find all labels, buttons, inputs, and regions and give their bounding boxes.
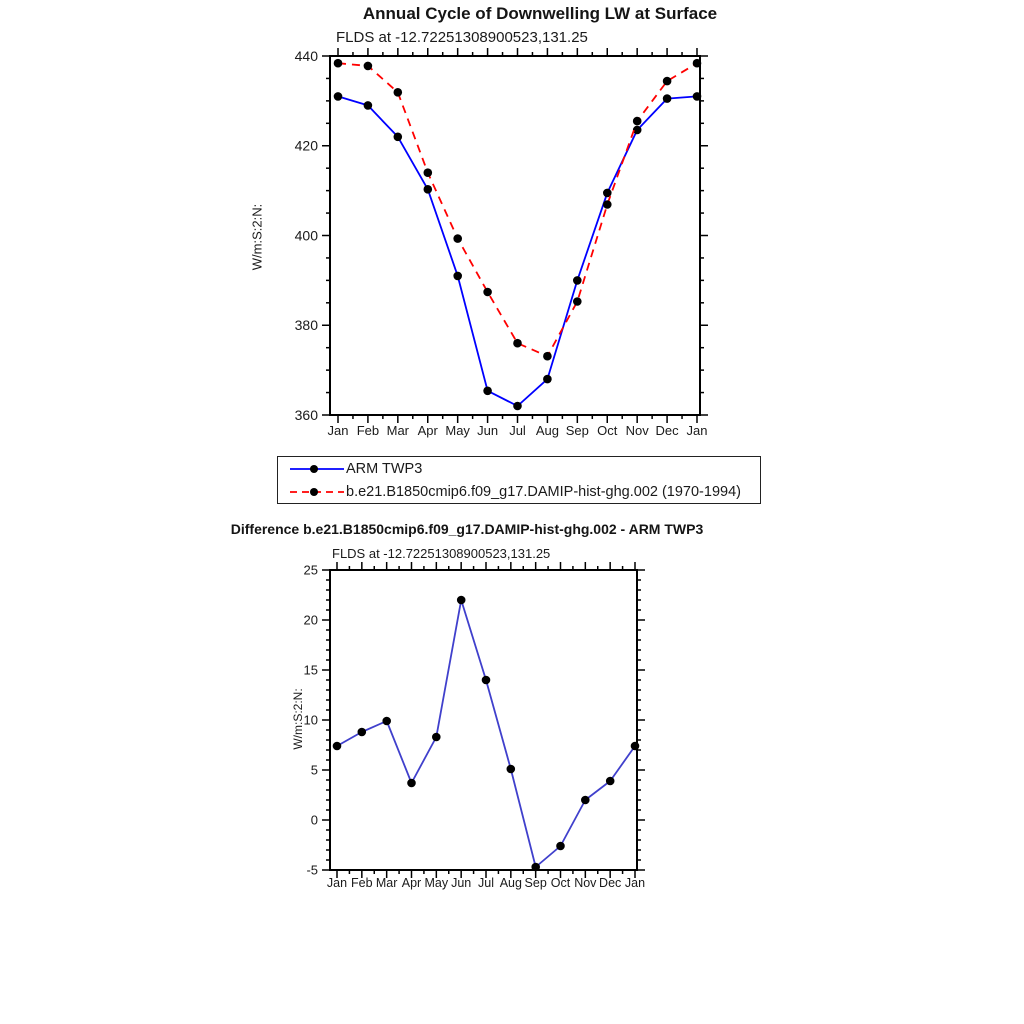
legend-item-model (278, 481, 760, 503)
x-tick-label: Jan (326, 876, 348, 890)
y-tick-label: 10 (303, 712, 318, 728)
x-tick-label: Jan (327, 423, 349, 438)
x-tick-label: May (424, 876, 449, 890)
chart1-title: Annual Cycle of Downwelling LW at Surface (362, 4, 718, 23)
data-point-marker (693, 92, 702, 101)
data-point-marker (633, 126, 642, 135)
data-point-marker (663, 77, 672, 86)
y-tick-label: 25 (303, 562, 318, 578)
data-point-marker (453, 272, 462, 281)
data-point-marker (453, 234, 462, 243)
x-tick-label: Feb (356, 423, 380, 438)
x-tick-label: Sep (565, 423, 589, 438)
data-point-marker (573, 297, 582, 306)
data-point-marker (364, 101, 373, 110)
legend-box (277, 456, 761, 504)
x-tick-label: Nov (574, 876, 597, 890)
chart2-y-axis-label: W/m:S:2:N: (291, 688, 305, 750)
x-tick-label: Oct (597, 423, 618, 438)
y-tick-label: 380 (294, 317, 318, 334)
x-tick-label: Dec (599, 876, 622, 890)
data-point-marker (333, 742, 342, 751)
data-point-marker (603, 200, 612, 209)
y-tick-label: 5 (310, 762, 318, 778)
x-tick-label: Aug (535, 423, 559, 438)
x-tick-label: May (445, 423, 470, 438)
y-tick-label: 420 (294, 137, 318, 154)
y-tick-label: 20 (303, 612, 318, 628)
data-point-marker (556, 842, 565, 851)
y-tick-label: 0 (310, 812, 318, 828)
legend-line-sample-dashed (288, 483, 346, 501)
x-tick-label: Oct (550, 876, 571, 890)
data-point-marker (606, 777, 615, 786)
data-point-marker (334, 92, 343, 101)
data-point-marker (334, 59, 343, 68)
legend-label-model: b.e21.B1850cmip6.f09_g17.DAMIP-hist-ghg.002 (1970-1994) (346, 483, 741, 500)
data-point-marker (573, 276, 582, 285)
x-tick-label: Mar (386, 423, 410, 438)
data-point-marker (382, 717, 391, 726)
data-point-marker (482, 676, 491, 685)
data-point-marker (457, 596, 466, 605)
data-point-marker (513, 339, 522, 348)
x-tick-label: Mar (375, 876, 398, 890)
y-tick-label: 360 (294, 406, 318, 423)
data-point-marker (483, 288, 492, 297)
series-line-arm-twp3 (338, 96, 697, 406)
data-point-marker (394, 88, 403, 97)
legend-label-arm-twp3: ARM TWP3 (346, 460, 423, 477)
x-tick-label: Feb (351, 876, 373, 890)
data-point-marker (543, 375, 552, 384)
x-tick-label: Dec (655, 423, 679, 438)
data-point-marker (581, 796, 590, 805)
x-tick-label: Jan (624, 876, 646, 890)
chart2-title: Difference b.e21.B1850cmip6.f09_g17.DAMIP-hist-ghg.002 - ARM TWP3 (230, 521, 704, 537)
series-line-b-e21-b1850cmip6-f09-g17-damip (338, 63, 697, 356)
data-point-marker (394, 133, 403, 142)
x-tick-label: Apr (417, 423, 438, 438)
data-point-marker (507, 765, 516, 774)
data-point-marker (531, 863, 540, 872)
chart1-subtitle: FLDS at -12.72251308900523,131.25 (336, 29, 588, 46)
data-point-marker (663, 94, 672, 103)
data-point-marker (483, 387, 492, 396)
legend-dot-icon (310, 465, 318, 473)
data-point-marker (364, 62, 373, 71)
y-tick-label: -5 (306, 862, 318, 878)
x-tick-label: Jul (478, 876, 494, 890)
data-point-marker (432, 733, 441, 742)
x-tick-label: Apr (401, 876, 422, 890)
data-point-marker (424, 168, 433, 177)
data-point-marker (513, 402, 522, 411)
y-tick-label: 400 (294, 227, 318, 244)
x-tick-label: Jun (477, 423, 499, 438)
data-point-marker (543, 352, 552, 361)
y-tick-label: 440 (294, 47, 318, 64)
y-tick-label: 15 (303, 662, 318, 678)
plot-frame (330, 570, 637, 870)
x-tick-label: Jan (686, 423, 708, 438)
legend-line-sample-solid (288, 460, 346, 478)
data-point-marker (424, 185, 433, 194)
data-point-marker (693, 59, 702, 68)
legend-item-arm-twp3 (278, 458, 760, 480)
data-point-marker (603, 189, 612, 198)
data-point-marker (407, 779, 416, 788)
chart-group (295, 48, 708, 438)
data-point-marker (631, 742, 640, 751)
data-point-marker (358, 728, 367, 737)
chart1-y-axis-label: W/m:S:2:N: (249, 203, 265, 271)
x-tick-label: Aug (499, 876, 522, 890)
chart-group (304, 562, 646, 890)
legend-dot-icon (310, 488, 318, 496)
x-tick-label: Jun (451, 876, 472, 890)
data-point-marker (633, 117, 642, 126)
x-tick-label: Nov (625, 423, 649, 438)
chart2-subtitle: FLDS at -12.72251308900523,131.25 (332, 546, 551, 561)
series-line-difference (337, 600, 635, 867)
x-tick-label: Sep (524, 876, 547, 890)
x-tick-label: Jul (509, 423, 526, 438)
